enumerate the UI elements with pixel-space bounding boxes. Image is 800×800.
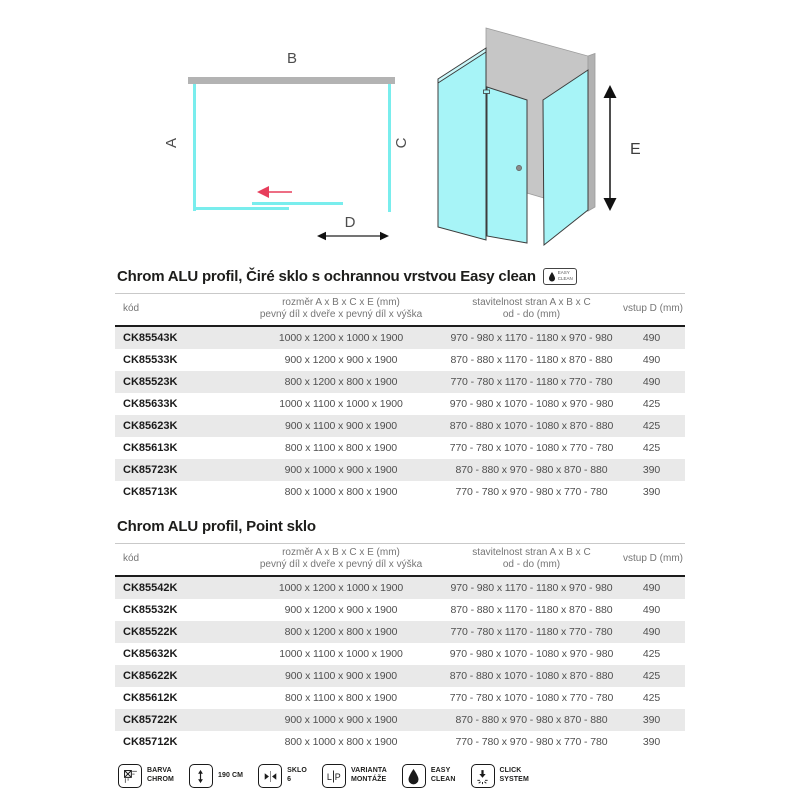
- feature-height-190: [189, 764, 243, 788]
- right-glass-panel: [543, 70, 588, 245]
- spec-table-easy-clean: [115, 293, 685, 503]
- dim-label-a: A: [163, 137, 180, 149]
- easy-clean-drop-icon: [402, 764, 426, 788]
- value-cell: 1000 x 1100 x 1000 x 1900: [279, 398, 403, 410]
- table-row: [115, 349, 685, 371]
- table-row: [115, 415, 685, 437]
- section-title-easy-clean: [117, 266, 685, 286]
- code-cell: CK85632K: [123, 648, 178, 660]
- value-cell: 900 x 1000 x 900 x 1900: [284, 714, 398, 726]
- value-cell: 490: [642, 376, 661, 388]
- feature-label-line2: MONTÁŽE: [350, 776, 387, 783]
- value-cell: 870 - 880 x 1170 - 1180 x 870 - 880: [450, 354, 613, 366]
- glyph-p: P: [335, 771, 342, 782]
- col-header-vstup: vstup D (mm): [618, 294, 685, 327]
- table-header-row: [115, 544, 685, 577]
- value-cell: 425: [642, 398, 661, 410]
- badge-line2: CLEAN: [557, 276, 573, 281]
- value-cell: 770 - 780 x 970 - 980 x 770 - 780: [455, 486, 608, 498]
- height-dimension-arrow-icon: [604, 85, 617, 211]
- value-cell: 800 x 1000 x 800 x 1900: [284, 736, 398, 748]
- feature-icon-strip: [118, 764, 685, 788]
- value-cell: 770 - 780 x 1070 - 1080 x 770 - 780: [449, 692, 614, 704]
- col-header-vstup: vstup D (mm): [618, 544, 685, 577]
- value-cell: 870 - 880 x 1170 - 1180 x 870 - 880: [450, 604, 613, 616]
- code-cell: CK85722K: [123, 714, 178, 726]
- value-cell: 770 - 780 x 1170 - 1180 x 770 - 780: [450, 376, 613, 388]
- col-header-kod: kód: [115, 544, 237, 577]
- code-cell: CK85532K: [123, 604, 178, 616]
- col-header-stavitelnost: [445, 294, 618, 327]
- table-row: [115, 481, 685, 503]
- feature-label-line2: CLEAN: [430, 776, 456, 783]
- value-cell: 425: [642, 670, 661, 682]
- section-1-title-text: Chrom ALU profil, Čiré sklo s ochrannou vrstvou Easy clean: [117, 267, 536, 285]
- code-cell: CK85543K: [123, 332, 178, 344]
- col-header-stav-line2: od - do (mm): [502, 309, 561, 320]
- click-system-icon: [471, 764, 495, 788]
- col-header-kod: kód: [115, 294, 237, 327]
- col-header-rozmer-line1: rozměr A x B x C x E (mm): [282, 547, 400, 558]
- value-cell: 490: [642, 354, 661, 366]
- value-cell: 870 - 880 x 970 - 980 x 870 - 880: [455, 464, 608, 476]
- dim-label-e: E: [630, 141, 641, 158]
- code-cell: CK85723K: [123, 464, 178, 476]
- table-header-row: [115, 294, 685, 327]
- table-row: [115, 326, 685, 349]
- entry-width-arrow-icon: [317, 232, 389, 240]
- spec-table-body-2: [115, 576, 685, 753]
- col-header-stav-line1: stavitelnost stran A x B x C: [472, 547, 591, 558]
- code-cell: CK85522K: [123, 626, 178, 638]
- value-cell: 900 x 1100 x 900 x 1900: [285, 420, 397, 432]
- code-cell: CK85612K: [123, 692, 178, 704]
- col-header-rozmer: [237, 544, 445, 577]
- spec-content: [115, 266, 685, 788]
- top-view-diagram: [140, 35, 420, 250]
- value-cell: 870 - 880 x 1070 - 1080 x 870 - 880: [449, 670, 614, 682]
- value-cell: 800 x 1100 x 800 x 1900: [285, 442, 397, 454]
- door-hinge: [484, 90, 490, 94]
- back-wall-edge: [588, 54, 595, 212]
- feature-label-line1: SKLO: [287, 767, 307, 775]
- col-header-rozmer-line1: rozměr A x B x C x E (mm): [282, 297, 400, 308]
- feature-label-line1: 190 CM: [217, 771, 244, 779]
- value-cell: 900 x 1000 x 900 x 1900: [284, 464, 398, 476]
- value-cell: 970 - 980 x 1070 - 1080 x 970 - 980: [449, 648, 614, 660]
- lp-variant-icon: [322, 764, 346, 788]
- col-header-rozmer: [237, 294, 445, 327]
- glass-thickness-icon: [258, 764, 282, 788]
- table-row: [115, 731, 685, 753]
- col-header-rozmer-line2: pevný díl x dveře x pevný díl x výška: [259, 309, 423, 320]
- value-cell: 390: [642, 464, 661, 476]
- value-cell: 490: [642, 332, 661, 344]
- code-cell: CK85523K: [123, 376, 178, 388]
- feature-label-line1: BARVA: [147, 767, 172, 775]
- spec-table-point-sklo: [115, 543, 685, 753]
- dim-label-d: D: [344, 214, 356, 231]
- value-cell: 390: [642, 714, 661, 726]
- section-2-title-text: Chrom ALU profil, Point sklo: [117, 517, 316, 535]
- table-row: [115, 621, 685, 643]
- table-row: [115, 459, 685, 481]
- table-row: [115, 599, 685, 621]
- col-header-stavitelnost: [445, 544, 618, 577]
- value-cell: 800 x 1200 x 800 x 1900: [284, 626, 398, 638]
- value-cell: 770 - 780 x 1170 - 1180 x 770 - 780: [450, 626, 613, 638]
- value-cell: 970 - 980 x 1170 - 1180 x 970 - 980: [450, 582, 613, 594]
- table-row: [115, 665, 685, 687]
- table-row: [115, 437, 685, 459]
- feature-label-line2: 6: [287, 776, 292, 783]
- value-cell: 800 x 1200 x 800 x 1900: [284, 376, 398, 388]
- table-row: [115, 393, 685, 415]
- value-cell: 800 x 1000 x 800 x 1900: [284, 486, 398, 498]
- feature-label-line1: EASY: [430, 767, 451, 775]
- badge-line1: EASY: [557, 270, 570, 276]
- value-cell: 425: [642, 420, 661, 432]
- feature-easy-clean: [402, 764, 456, 788]
- glyph-l: L: [327, 771, 333, 782]
- easy-clean-badge: [543, 268, 577, 285]
- code-cell: CK85713K: [123, 486, 178, 498]
- left-glass-panel: [438, 52, 486, 240]
- dim-label-c: C: [393, 137, 410, 149]
- table-row: [115, 643, 685, 665]
- value-cell: 770 - 780 x 1070 - 1080 x 770 - 780: [449, 442, 614, 454]
- code-cell: CK85712K: [123, 736, 178, 748]
- value-cell: 425: [642, 648, 661, 660]
- door-knob-icon: [516, 165, 521, 170]
- table-row: [115, 709, 685, 731]
- value-cell: 770 - 780 x 970 - 980 x 770 - 780: [455, 736, 608, 748]
- code-cell: CK85633K: [123, 398, 178, 410]
- wall-bar: [188, 77, 395, 84]
- table-row: [115, 576, 685, 599]
- value-cell: 900 x 1200 x 900 x 1900: [284, 354, 398, 366]
- door-slide-arrow-icon: [257, 186, 292, 198]
- feature-label-line2: CHROM: [147, 776, 174, 783]
- value-cell: 1000 x 1100 x 1000 x 1900: [279, 648, 403, 660]
- feature-varianta-montaze: [322, 764, 387, 788]
- code-cell: CK85622K: [123, 670, 178, 682]
- iso-view-diagram: [430, 13, 665, 263]
- value-cell: 425: [642, 692, 661, 704]
- feature-label-line1: VARIANTA: [350, 767, 387, 775]
- table-row: [115, 687, 685, 709]
- feature-label-line1: CLICK: [499, 767, 522, 775]
- code-cell: CK85542K: [123, 582, 178, 594]
- feature-label-line2: SYSTEM: [499, 776, 529, 783]
- value-cell: 490: [642, 582, 661, 594]
- value-cell: 900 x 1100 x 900 x 1900: [285, 670, 397, 682]
- code-cell: CK85623K: [123, 420, 178, 432]
- code-cell: CK85533K: [123, 354, 178, 366]
- value-cell: 490: [642, 604, 661, 616]
- value-cell: 870 - 880 x 970 - 980 x 870 - 880: [455, 714, 608, 726]
- value-cell: 800 x 1100 x 800 x 1900: [285, 692, 397, 704]
- spec-table-body-1: [115, 326, 685, 503]
- section-title-point-sklo: [117, 516, 685, 536]
- feature-sklo-6: [258, 764, 307, 788]
- value-cell: 1000 x 1200 x 1000 x 1900: [278, 332, 404, 344]
- value-cell: 1000 x 1200 x 1000 x 1900: [278, 582, 404, 594]
- value-cell: 390: [642, 736, 661, 748]
- value-cell: 970 - 980 x 1170 - 1180 x 970 - 980: [450, 332, 613, 344]
- value-cell: 900 x 1200 x 900 x 1900: [284, 604, 398, 616]
- height-arrow-icon: [189, 764, 213, 788]
- col-header-stav-line1: stavitelnost stran A x B x C: [472, 297, 591, 308]
- glass-door-panel: [487, 87, 527, 243]
- value-cell: 425: [642, 442, 661, 454]
- chrome-profile-icon: [118, 764, 142, 788]
- value-cell: 970 - 980 x 1070 - 1080 x 970 - 980: [449, 398, 614, 410]
- col-header-rozmer-line2: pevný díl x dveře x pevný díl x výška: [259, 559, 423, 570]
- value-cell: 490: [642, 626, 661, 638]
- col-header-stav-line2: od - do (mm): [502, 559, 561, 570]
- value-cell: 870 - 880 x 1070 - 1080 x 870 - 880: [449, 420, 614, 432]
- table-row: [115, 371, 685, 393]
- feature-click-system: [471, 764, 529, 788]
- value-cell: 390: [642, 486, 661, 498]
- code-cell: CK85613K: [123, 442, 178, 454]
- dim-label-b: B: [286, 50, 298, 67]
- drop-icon: [548, 271, 556, 282]
- feature-barva-chrom: [118, 764, 174, 788]
